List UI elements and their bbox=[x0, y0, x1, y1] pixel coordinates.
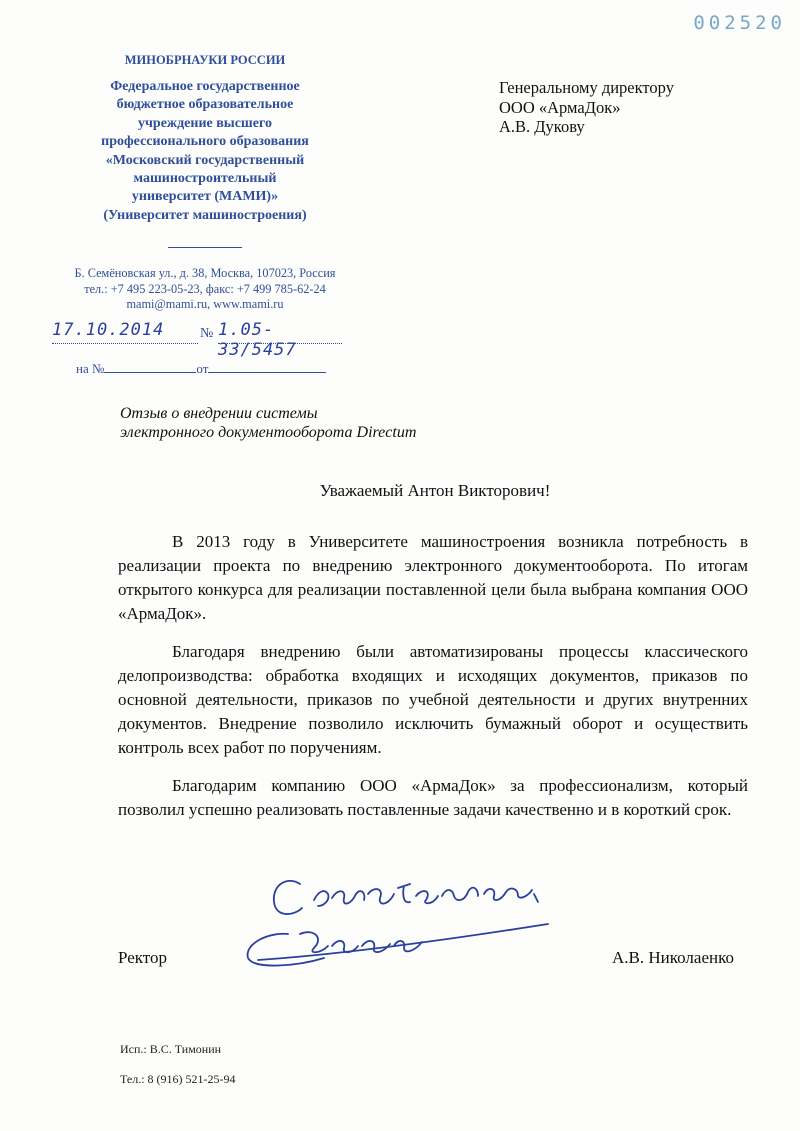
body-paragraph: Благодаря внедрению были автоматизированы процессы классического делопроизводства: обработка входящих и исходящих документов, приказов по основной деятельности, приказов по учебной деятельности и других внутренних документов. Внедрение позволило исключить бумажный оборот и осуществить контроль всех работ по поручениям. bbox=[118, 642, 748, 757]
subject-line: Отзыв о внедрении системы bbox=[120, 405, 318, 422]
org-line: (Университет машиностроения) bbox=[103, 207, 307, 223]
addressee-company: ООО «АрмаДок» bbox=[499, 97, 621, 117]
org-line: «Московский государственный bbox=[105, 152, 305, 168]
letterhead-phone: тел.: +7 495 223-05-23, факс: +7 499 785-62-24 bbox=[84, 281, 326, 296]
registration-number: 1.05-33/5457 bbox=[218, 320, 297, 360]
reference-date-blank bbox=[208, 360, 326, 373]
reference-date-label: от bbox=[196, 361, 209, 376]
subject-block bbox=[120, 404, 416, 442]
reference-number-blank bbox=[104, 360, 196, 373]
letterhead-ministry: МИНОБРНАУКИ РОССИИ bbox=[124, 53, 286, 67]
date-underline bbox=[52, 343, 198, 344]
signatory-name: А.В. Николаенко bbox=[612, 948, 734, 967]
body-paragraph: Благодарим компанию ООО «АрмаДок» за профессионализм, который позволил успешно реализовать поставленные задачи качественно и в короткий срок. bbox=[118, 776, 748, 819]
org-line: Федеральное государственное bbox=[110, 79, 300, 94]
org-line: учреждение высшего bbox=[138, 115, 272, 131]
letterhead-divider bbox=[168, 247, 242, 248]
addressee-block bbox=[499, 78, 674, 137]
registration-number-label: № bbox=[200, 326, 214, 341]
executor-line: Исп.: В.С. Тимонин bbox=[120, 1042, 222, 1056]
letterhead-contacts bbox=[40, 266, 370, 313]
letterhead-org-name bbox=[40, 78, 370, 225]
document-serial-number: 002520 bbox=[693, 12, 786, 34]
signatory-title: Ректор bbox=[118, 948, 168, 967]
letterhead bbox=[40, 52, 370, 313]
letter-body bbox=[118, 530, 748, 836]
salutation: Уважаемый Антон Викторович! bbox=[319, 481, 551, 500]
addressee-position: Генеральному директору bbox=[499, 78, 674, 97]
body-paragraph: В 2013 году в Университете машиностроения возникла потребность в реализации проекта по внедрению электронного документооборота. По итогам открытого конкурса для реализации поставленной цели была выбрана компания ООО «АрмаДок». bbox=[118, 532, 748, 623]
subject-line: электронного документооборота Directum bbox=[120, 424, 417, 441]
registration-line bbox=[52, 320, 352, 360]
executor-phone: Тел.: 8 (916) 521-25-94 bbox=[120, 1072, 236, 1086]
addressee-name: А.В. Дукову bbox=[499, 117, 585, 136]
org-line: профессионального образования bbox=[101, 134, 309, 150]
letterhead-address: Б. Семёновская ул., д. 38, Москва, 107023, Россия bbox=[74, 266, 336, 281]
registration-date: 17.10.2014 bbox=[52, 320, 165, 340]
org-line: бюджетное образовательное bbox=[116, 97, 294, 113]
letterhead-web: mami@mami.ru, www.mami.ru bbox=[126, 297, 284, 312]
handwritten-signature bbox=[228, 862, 568, 982]
org-line: машиностроительный bbox=[133, 171, 277, 187]
reference-number-label: на № bbox=[76, 361, 105, 376]
org-line: университет (МАМИ)» bbox=[131, 189, 279, 205]
reference-line bbox=[76, 360, 336, 377]
number-underline bbox=[218, 343, 342, 344]
